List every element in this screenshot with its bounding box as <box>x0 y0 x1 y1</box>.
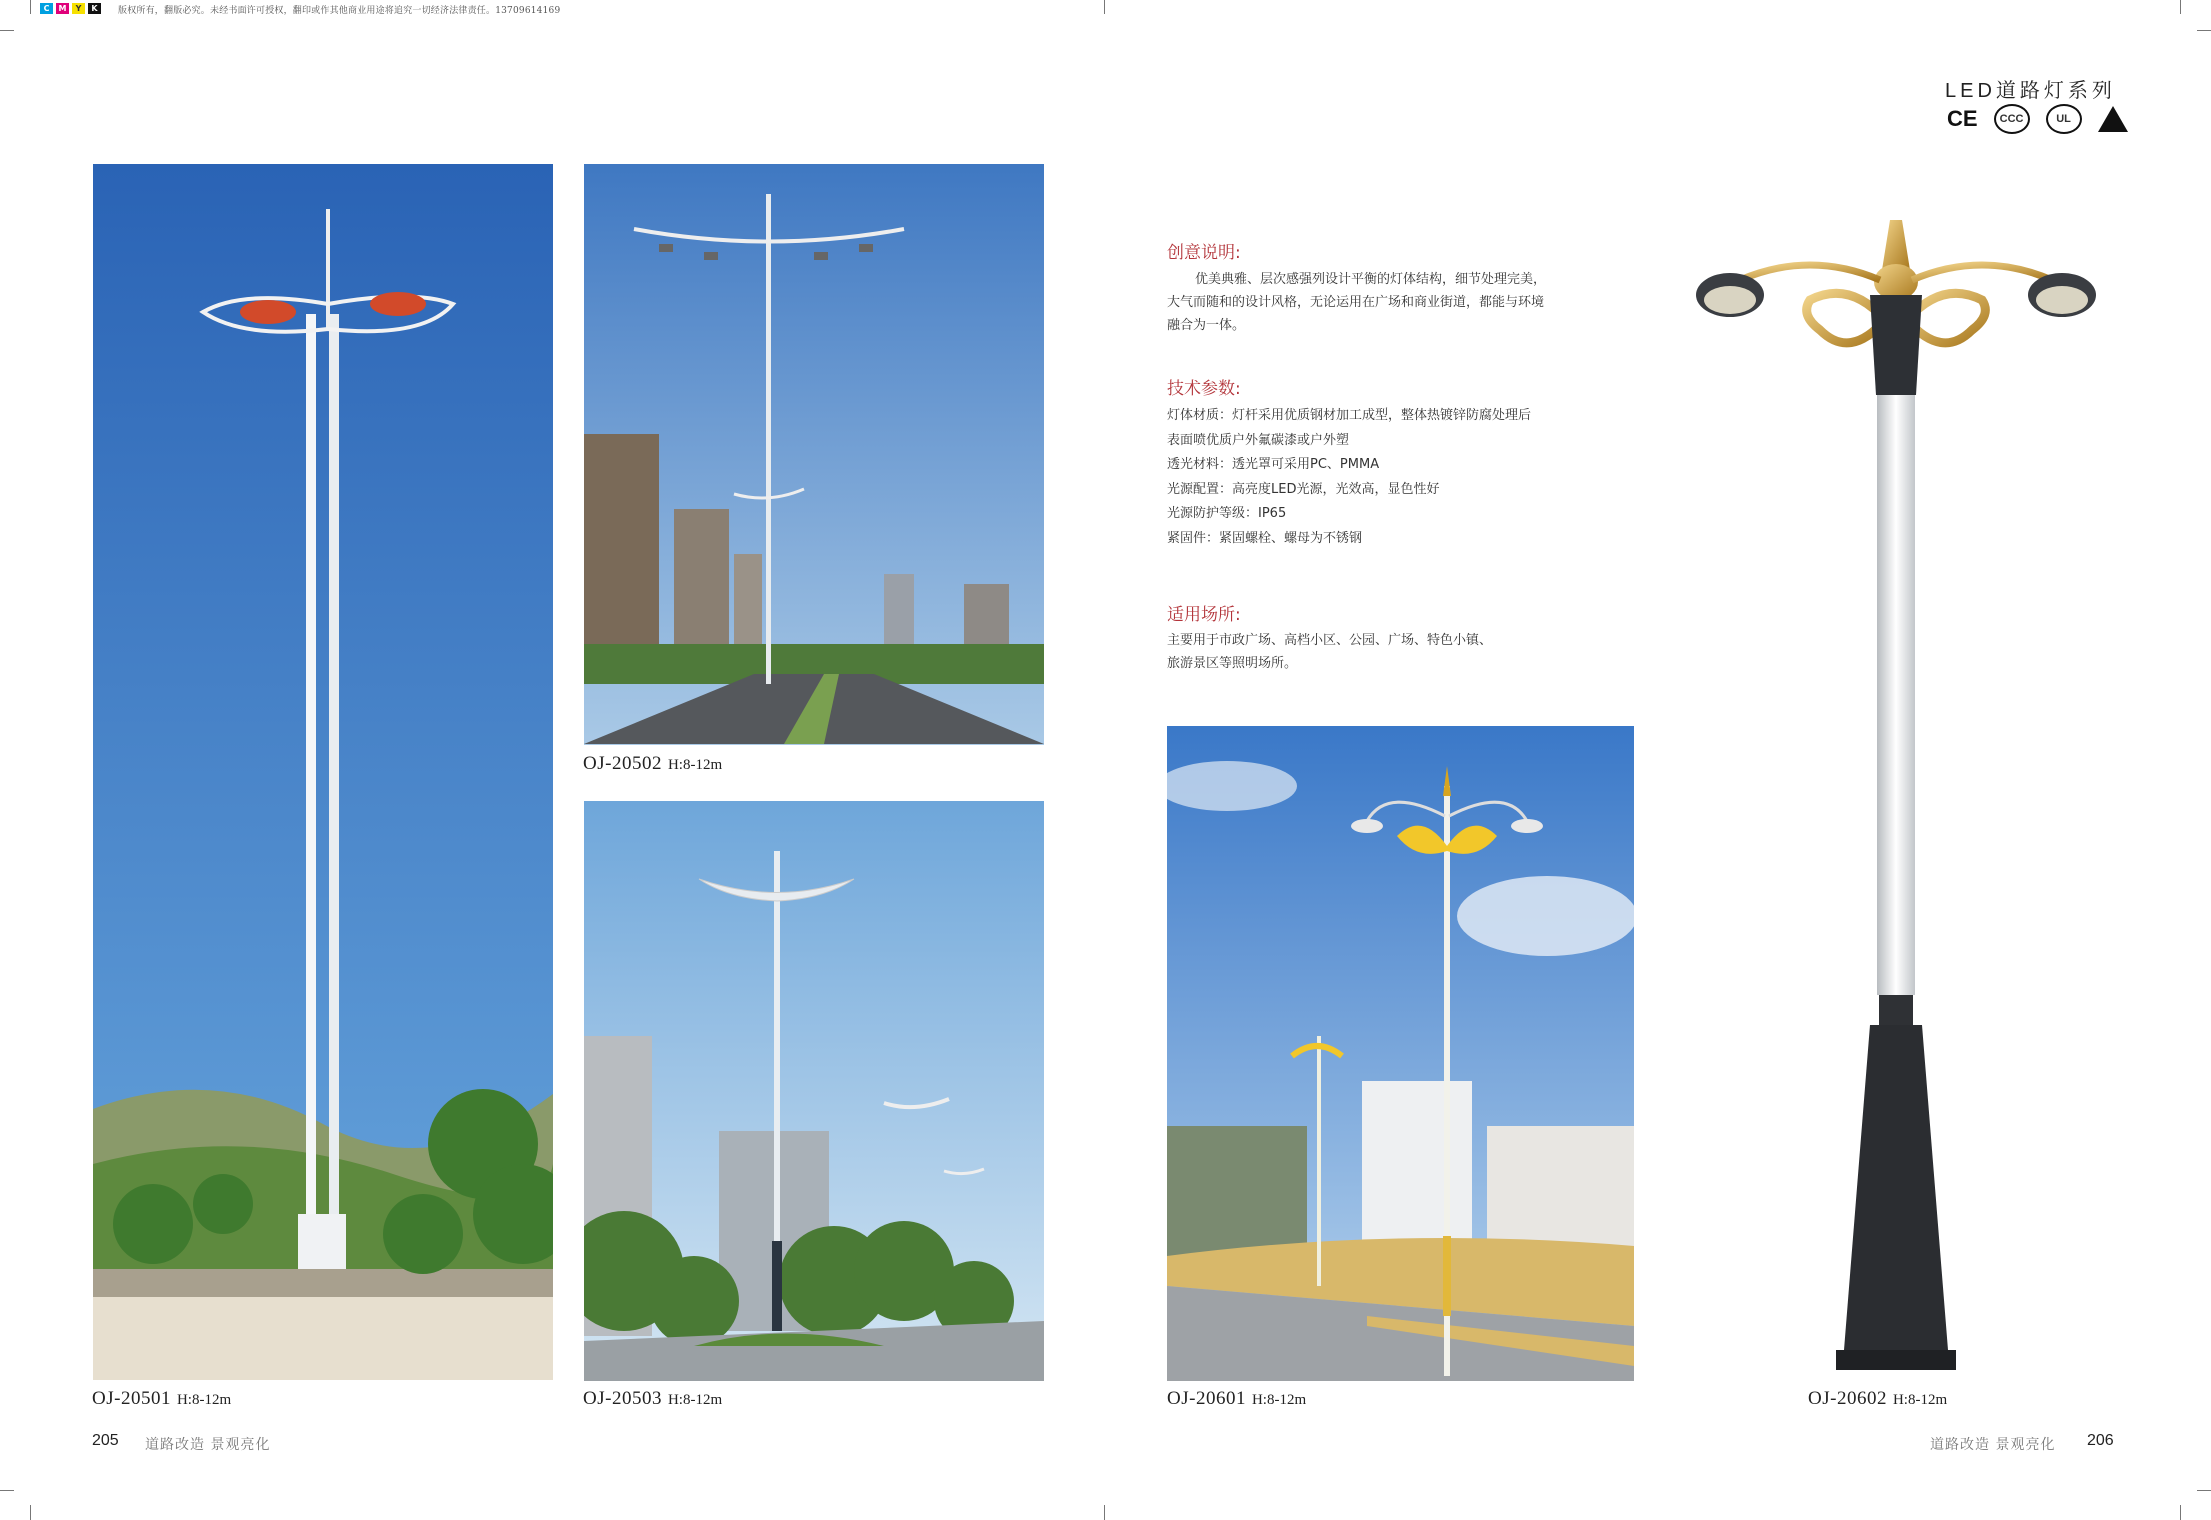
photo-oj-20503 <box>584 801 1044 1381</box>
recycle-triangle-icon <box>2098 106 2128 132</box>
design-line: 优美典雅、层次感强列设计平衡的灯体结构，细节处理完美， <box>1195 272 1547 287</box>
footer-text-left: 道路改造 景观亮化 <box>145 1437 271 1453</box>
product-code: OJ-20502 <box>583 753 662 774</box>
page-number-right: 206 <box>2087 1432 2114 1449</box>
cmyk-m: M <box>56 3 69 14</box>
certification-icons <box>1947 104 2128 134</box>
tech-line: 灯体材质：灯杆采用优质钢材加工成型，整体热镀锌防腐处理后 <box>1167 408 1532 423</box>
product-code: OJ-20601 <box>1167 1388 1246 1409</box>
caption-oj-20503 <box>583 1388 722 1410</box>
tech-line: 光源配置：高亮度LED光源，光效高，显色性好 <box>1167 481 1440 497</box>
crop-mark <box>2180 0 2181 14</box>
tech-text <box>1167 404 1531 551</box>
design-text <box>1167 268 1546 337</box>
product-height: H:8-12m <box>176 1392 232 1408</box>
crop-mark <box>0 30 14 31</box>
usage-title: 适用场所: <box>1167 605 1241 625</box>
caption-oj-20601 <box>1167 1388 1306 1410</box>
crop-mark <box>30 0 31 14</box>
usage-text <box>1167 629 1492 675</box>
product-height: H:8-12m <box>1251 1392 1307 1408</box>
crop-mark <box>30 1505 31 1520</box>
tech-line: 透光材料：透光罩可采用PC、PMMA <box>1167 457 1380 472</box>
crop-mark <box>2197 1490 2211 1491</box>
product-height: H:8-12m <box>667 757 723 773</box>
usage-line: 旅游景区等照明场所。 <box>1167 656 1298 671</box>
product-height: H:8-12m <box>667 1392 723 1408</box>
photo-oj-20502 <box>584 164 1044 745</box>
caption-oj-20602 <box>1808 1388 1947 1410</box>
crop-mark <box>2180 1505 2181 1520</box>
product-code: OJ-20501 <box>92 1388 171 1409</box>
ul-mark-icon: UL <box>2046 104 2082 134</box>
photo-oj-20602 <box>1670 210 2130 1385</box>
caption-oj-20501 <box>92 1388 231 1410</box>
product-height: H:8-12m <box>1892 1392 1948 1408</box>
photo-oj-20501 <box>93 164 553 1380</box>
design-line: 融合为一体。 <box>1167 318 1246 333</box>
crop-mark <box>2197 30 2211 31</box>
copyright-notice: 版权所有，翻版必究。未经书面许可授权，翻印或作其他商业用途将追究一切经济法律责任。13709614169 <box>118 6 561 16</box>
crop-mark <box>0 1490 14 1491</box>
page-number-left: 205 <box>92 1432 119 1449</box>
tech-line: 光源防护等级：IP65 <box>1167 506 1287 521</box>
tech-line: 表面喷优质户外氟碳漆或户外塑 <box>1167 432 1350 448</box>
cmyk-color-bar <box>40 3 101 14</box>
design-line: 大气而随和的设计风格，无论运用在广场和商业街道，都能与环境 <box>1167 295 1545 310</box>
photo-oj-20601 <box>1167 726 1634 1381</box>
tech-line: 紧固件：紧固螺栓、螺母为不锈钢 <box>1167 530 1363 546</box>
usage-line: 主要用于市政广场、高档小区、公园、广场、特色小镇、 <box>1167 633 1493 648</box>
caption-oj-20502 <box>583 753 722 775</box>
design-title: 创意说明: <box>1167 243 1241 263</box>
footer-text-right: 道路改造 景观亮化 <box>1930 1437 2056 1453</box>
series-title: LED道路灯系列 <box>1945 80 2116 102</box>
product-code: OJ-20503 <box>583 1388 662 1409</box>
crop-mark <box>1104 1505 1105 1520</box>
ce-mark-icon: CE <box>1947 106 1978 131</box>
ccc-mark-icon: CCC <box>1994 104 2030 134</box>
cmyk-y: Y <box>72 3 85 14</box>
cmyk-k: K <box>88 3 101 14</box>
crop-mark <box>1104 0 1105 14</box>
tech-title: 技术参数: <box>1167 379 1241 399</box>
product-code: OJ-20602 <box>1808 1388 1887 1409</box>
cmyk-c: C <box>40 3 53 14</box>
